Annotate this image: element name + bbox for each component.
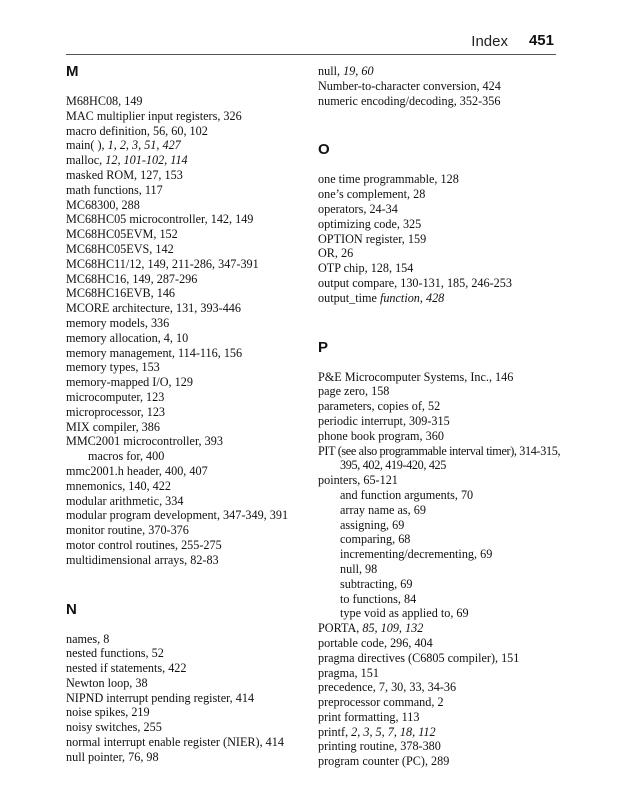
- index-entry: [318, 187, 568, 202]
- index-entry: [66, 138, 302, 153]
- index-entry: [66, 272, 302, 287]
- index-entry: [66, 168, 302, 183]
- entry-text: MC68HC05 microcontroller, 142, 149: [66, 212, 254, 227]
- index-entry: [66, 301, 302, 316]
- index-entry: [66, 632, 302, 647]
- entry-text: M68HC08, 149: [66, 94, 143, 108]
- entry-text: modular arithmetic, 334: [66, 493, 184, 508]
- running-header: [66, 32, 556, 55]
- entry-text: MC68300, 288: [66, 197, 140, 212]
- entry-text: parameters, copies of, 52: [318, 399, 441, 414]
- entry-text: printf,: [318, 724, 352, 739]
- index-entry: [318, 680, 568, 695]
- index-subentry: [318, 532, 568, 547]
- index-entry: [66, 735, 302, 750]
- index-entry: [318, 246, 568, 261]
- section-gap: [318, 108, 568, 142]
- index-entry: [66, 705, 302, 720]
- entry-text: mmc2001.h header, 400, 407: [66, 463, 208, 478]
- entry-text: one’s complement, 28: [318, 187, 426, 202]
- entry-text: monitor routine, 370-376: [66, 523, 189, 538]
- entry-text: assigning, 69: [340, 517, 405, 532]
- index-entry: [66, 405, 302, 420]
- index-entry: [318, 473, 568, 488]
- index-subentry: [318, 562, 568, 577]
- entry-text: printing routine, 378-380: [318, 739, 441, 754]
- index-entry: [66, 508, 302, 523]
- index-entry: [66, 286, 302, 301]
- index-entry: [318, 217, 568, 232]
- index-entry: [318, 429, 568, 444]
- index-entry: [66, 750, 302, 765]
- entry-text: modular program development, 347-349, 391: [66, 508, 289, 523]
- index-subentry: [318, 503, 568, 518]
- index-entry: [66, 646, 302, 661]
- entry-text: MIX compiler, 386: [66, 419, 160, 434]
- entry-text: to functions, 84: [340, 591, 417, 606]
- entry-text: multidimensional arrays, 82-83: [66, 552, 219, 567]
- entry-text: masked ROM, 127, 153: [66, 167, 183, 182]
- index-entry: [66, 720, 302, 735]
- index-entry: [318, 261, 568, 276]
- entry-text: P&E Microcomputer Systems, Inc., 146: [318, 369, 514, 384]
- entry-text: null,: [318, 64, 344, 78]
- index-entry: [66, 242, 302, 257]
- index-entry: [318, 202, 568, 217]
- entry-text: pointers, 65-121: [318, 473, 398, 488]
- entry-italic-pages: 2, 3, 5, 7, 18, 112: [351, 724, 436, 739]
- index-entry: [318, 651, 568, 666]
- entry-text: optimizing code, 325: [318, 216, 422, 231]
- entry-text: memory models, 336: [66, 315, 170, 330]
- index-entry: [66, 212, 302, 227]
- index-letter-n: N: [66, 600, 77, 618]
- index-entry: [318, 621, 568, 636]
- index-subentry: [318, 488, 568, 503]
- entry-text: null, 98: [340, 561, 378, 576]
- index-entry: [66, 183, 302, 198]
- entry-text: incrementing/decrementing, 69: [340, 547, 493, 562]
- entry-italic-pages: function, 428: [379, 290, 445, 305]
- entry-text: Newton loop, 38: [66, 675, 148, 690]
- index-entry: [318, 94, 568, 109]
- entry-text: names, 8: [66, 631, 110, 646]
- entry-text: preprocessor command, 2: [318, 695, 444, 710]
- index-subentry: [318, 518, 568, 533]
- entry-text: noise spikes, 219: [66, 705, 150, 720]
- index-entry: [66, 676, 302, 691]
- entry-text: pragma directives (C6805 compiler), 151: [318, 650, 520, 665]
- index-entry: [318, 79, 568, 94]
- entry-text: output compare, 130-131, 185, 246-253: [318, 275, 512, 290]
- index-entry: [66, 375, 302, 390]
- index-subentry: [318, 547, 568, 562]
- entry-text: macro definition, 56, 60, 102: [66, 123, 208, 138]
- index-entry: [318, 754, 568, 769]
- index-entry: [66, 420, 302, 435]
- index-entry: [318, 444, 568, 474]
- index-entry: [66, 538, 302, 553]
- entry-text: MAC multiplier input registers, 326: [66, 108, 242, 123]
- entry-text: subtracting, 69: [340, 576, 413, 591]
- entry-text: math functions, 117: [66, 182, 163, 197]
- index-column-left: [66, 64, 302, 765]
- entry-text: MC68HC11/12, 149, 211-286, 347-391: [66, 256, 259, 271]
- entry-text: memory management, 114-116, 156: [66, 345, 243, 360]
- entry-text: normal interrupt enable register (NIER), 414: [66, 735, 284, 750]
- entry-text: main( ),: [66, 138, 108, 153]
- entry-italic-pages: 19, 60: [343, 64, 374, 78]
- entry-text: PIT (see also programmable interval timer), 314-315, 395, 402, 419-420, 425: [318, 443, 561, 473]
- index-entry: [66, 198, 302, 213]
- section-gap: [66, 568, 302, 602]
- entry-text: macros for, 400: [88, 449, 165, 464]
- index-entry: [66, 109, 302, 124]
- index-entry: [66, 464, 302, 479]
- index-entry: [318, 710, 568, 725]
- index-entry: [66, 523, 302, 538]
- entry-text: memory-mapped I/O, 129: [66, 375, 193, 390]
- index-entry: [318, 384, 568, 399]
- index-entry: [318, 695, 568, 710]
- entry-text: OR, 26: [318, 246, 354, 261]
- index-subentry: [318, 577, 568, 592]
- index-entry: [66, 153, 302, 168]
- entry-text: MMC2001 microcontroller, 393: [66, 434, 223, 449]
- index-subentry: [318, 592, 568, 607]
- entry-text: mnemonics, 140, 422: [66, 478, 171, 493]
- entry-text: portable code, 296, 404: [318, 635, 433, 650]
- entry-text: NIPND interrupt pending register, 414: [66, 690, 255, 705]
- entry-text: type void as applied to, 69: [340, 606, 469, 621]
- index-letter-o: O: [318, 141, 330, 159]
- entry-text: PORTA,: [318, 621, 363, 636]
- entry-text: microcomputer, 123: [66, 389, 165, 404]
- index-entry: [66, 553, 302, 568]
- entry-text: noisy switches, 255: [66, 720, 162, 735]
- index-letter-m: M: [66, 63, 79, 80]
- entry-text: memory allocation, 4, 10: [66, 330, 189, 345]
- index-entry: [66, 360, 302, 375]
- index-entry: [318, 172, 568, 187]
- entry-text: precedence, 7, 30, 33, 34-36: [318, 680, 457, 695]
- entry-italic-pages: 1, 2, 3, 51, 427: [107, 138, 181, 153]
- index-entry: [66, 227, 302, 242]
- index-entry: [318, 739, 568, 754]
- header-title: Index: [471, 33, 508, 50]
- index-entry: [318, 666, 568, 681]
- entry-text: output_time: [318, 290, 380, 305]
- entry-text: MC68HC16, 149, 287-296: [66, 271, 198, 286]
- entry-text: print formatting, 113: [318, 709, 420, 724]
- index-entry: [318, 370, 568, 385]
- entry-text: operators, 24-34: [318, 201, 398, 216]
- index-entry: [66, 661, 302, 676]
- section-gap: [318, 306, 568, 340]
- index-entry: [318, 399, 568, 414]
- index-entry: [66, 346, 302, 361]
- entry-text: null pointer, 76, 98: [66, 749, 159, 764]
- entry-text: pragma, 151: [318, 665, 379, 680]
- index-subentry: [66, 449, 302, 464]
- index-entry: [66, 494, 302, 509]
- index-entry: [66, 434, 302, 449]
- entry-text: malloc,: [66, 153, 106, 168]
- entry-text: one time programmable, 128: [318, 172, 459, 187]
- index-entry: [318, 414, 568, 429]
- entry-text: MC68HC16EVB, 146: [66, 286, 176, 301]
- entry-text: program counter (PC), 289: [318, 754, 450, 769]
- entry-text: MC68HC05EVM, 152: [66, 227, 178, 242]
- page-number: 451: [528, 32, 554, 49]
- index-subentry: [318, 606, 568, 621]
- entry-text: phone book program, 360: [318, 428, 444, 443]
- entry-text: memory types, 153: [66, 360, 160, 375]
- entry-text: numeric encoding/decoding, 352-356: [318, 93, 501, 108]
- index-entry: [318, 725, 568, 740]
- entry-text: microprocessor, 123: [66, 404, 166, 419]
- entry-text: OPTION register, 159: [318, 231, 427, 246]
- index-entry: [66, 316, 302, 331]
- entry-italic-pages: 85, 109, 132: [362, 621, 424, 636]
- index-entry: [66, 124, 302, 139]
- entry-text: motor control routines, 255-275: [66, 537, 222, 552]
- index-entry: [66, 390, 302, 405]
- index-entry: [66, 94, 302, 109]
- index-letter-p: P: [318, 338, 329, 356]
- entry-text: MCORE architecture, 131, 393-446: [66, 301, 241, 316]
- index-entry: [318, 232, 568, 247]
- entry-text: nested if statements, 422: [66, 661, 187, 676]
- index-entry: [318, 636, 568, 651]
- entry-text: nested functions, 52: [66, 646, 164, 661]
- index-entry: [66, 479, 302, 494]
- index-column-right: [318, 64, 568, 769]
- index-entry: [66, 331, 302, 346]
- entry-text: comparing, 68: [340, 532, 411, 547]
- index-entry: [66, 691, 302, 706]
- entry-text: OTP chip, 128, 154: [318, 261, 414, 276]
- entry-text: periodic interrupt, 309-315: [318, 413, 450, 428]
- entry-text: and function arguments, 70: [340, 487, 474, 502]
- entry-text: array name as, 69: [340, 502, 426, 517]
- entry-text: page zero, 158: [318, 384, 390, 399]
- index-entry: [66, 257, 302, 272]
- entry-text: MC68HC05EVS, 142: [66, 241, 174, 256]
- index-entry: [318, 276, 568, 291]
- index-entry: [318, 291, 568, 306]
- entry-italic-pages: 12, 101-102, 114: [105, 153, 188, 168]
- index-entry: [318, 64, 568, 79]
- entry-text: Number-to-character conversion, 424: [318, 78, 501, 93]
